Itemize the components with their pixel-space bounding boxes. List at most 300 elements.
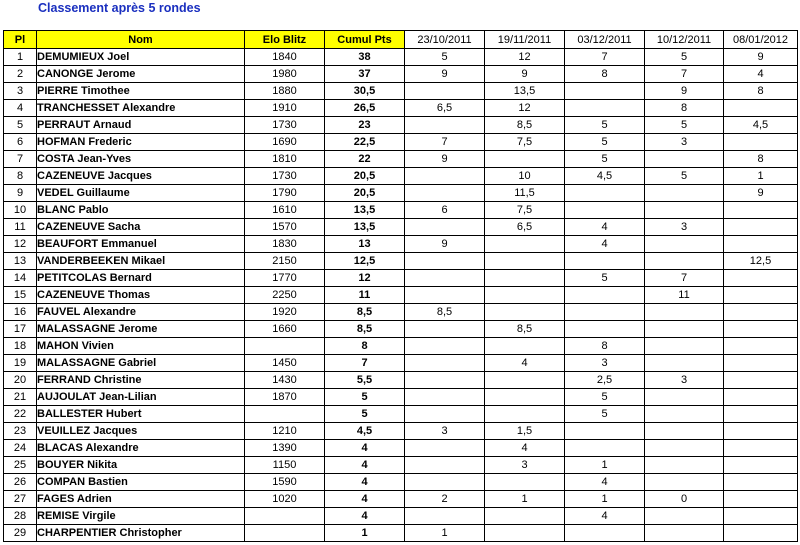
cell-total-points: 4 (325, 474, 405, 491)
table-row (4, 83, 798, 100)
cell-elo (245, 338, 325, 355)
cell-round-3 (565, 440, 645, 457)
cell-round-3 (565, 83, 645, 100)
cell-total-points: 4 (325, 491, 405, 508)
cell-round-4 (645, 338, 724, 355)
cell-round-2 (485, 406, 565, 423)
table-row (4, 304, 798, 321)
cell-round-2: 1 (485, 491, 565, 508)
cell-round-2 (485, 525, 565, 542)
cell-round-3: 3 (565, 355, 645, 372)
cell-elo: 1870 (245, 389, 325, 406)
cell-round-2 (485, 270, 565, 287)
cell-round-1 (405, 457, 485, 474)
cell-round-3: 4 (565, 508, 645, 525)
cell-total-points: 7 (325, 355, 405, 372)
cell-round-3: 5 (565, 151, 645, 168)
cell-round-4 (645, 389, 724, 406)
header-round-3: 03/12/2011 (565, 31, 645, 49)
cell-elo: 1150 (245, 457, 325, 474)
cell-rank: 15 (4, 287, 37, 304)
cell-round-4 (645, 406, 724, 423)
cell-round-2: 8,5 (485, 117, 565, 134)
header-round-4: 10/12/2011 (645, 31, 724, 49)
cell-player-name: CAZENEUVE Jacques (37, 168, 245, 185)
cell-rank: 14 (4, 270, 37, 287)
cell-player-name: COMPAN Bastien (37, 474, 245, 491)
cell-total-points: 5,5 (325, 372, 405, 389)
cell-rank: 1 (4, 49, 37, 66)
cell-round-2: 8,5 (485, 321, 565, 338)
cell-round-2: 4 (485, 440, 565, 457)
header-elo-blitz: Elo Blitz (245, 31, 325, 49)
cell-rank: 27 (4, 491, 37, 508)
cell-round-5: 12,5 (724, 253, 798, 270)
cell-round-4 (645, 151, 724, 168)
cell-rank: 8 (4, 168, 37, 185)
table-row (4, 372, 798, 389)
cell-round-1 (405, 321, 485, 338)
cell-round-1 (405, 508, 485, 525)
cell-round-4: 11 (645, 287, 724, 304)
cell-total-points: 8,5 (325, 304, 405, 321)
cell-elo: 1910 (245, 100, 325, 117)
cell-round-5 (724, 100, 798, 117)
cell-round-5 (724, 134, 798, 151)
cell-round-1 (405, 372, 485, 389)
cell-round-5 (724, 236, 798, 253)
cell-rank: 11 (4, 219, 37, 236)
table-row (4, 66, 798, 83)
table-row (4, 525, 798, 542)
cell-round-4 (645, 440, 724, 457)
cell-round-1 (405, 474, 485, 491)
standings-table (3, 30, 798, 542)
cell-round-1 (405, 440, 485, 457)
cell-total-points: 22 (325, 151, 405, 168)
cell-round-4: 8 (645, 100, 724, 117)
table-header-row (4, 31, 798, 49)
cell-elo (245, 406, 325, 423)
cell-round-5: 8 (724, 151, 798, 168)
cell-round-3: 4 (565, 474, 645, 491)
cell-total-points: 38 (325, 49, 405, 66)
cell-player-name: FERRAND Christine (37, 372, 245, 389)
cell-player-name: FAGES Adrien (37, 491, 245, 508)
cell-total-points: 12,5 (325, 253, 405, 270)
cell-rank: 26 (4, 474, 37, 491)
table-row (4, 287, 798, 304)
cell-total-points: 8,5 (325, 321, 405, 338)
cell-rank: 20 (4, 372, 37, 389)
cell-player-name: BLANC Pablo (37, 202, 245, 219)
cell-round-3: 5 (565, 117, 645, 134)
cell-player-name: BLACAS Alexandre (37, 440, 245, 457)
cell-round-4 (645, 185, 724, 202)
cell-round-5 (724, 491, 798, 508)
cell-rank: 5 (4, 117, 37, 134)
cell-elo: 1920 (245, 304, 325, 321)
cell-round-1: 9 (405, 66, 485, 83)
cell-player-name: PETITCOLAS Bernard (37, 270, 245, 287)
cell-round-2 (485, 287, 565, 304)
cell-player-name: CANONGE Jerome (37, 66, 245, 83)
cell-round-3 (565, 423, 645, 440)
cell-player-name: BEAUFORT Emmanuel (37, 236, 245, 253)
cell-round-5: 9 (724, 185, 798, 202)
cell-round-4 (645, 355, 724, 372)
cell-total-points: 23 (325, 117, 405, 134)
cell-elo: 2250 (245, 287, 325, 304)
header-cumul-pts: Cumul Pts (325, 31, 405, 49)
cell-round-3 (565, 525, 645, 542)
cell-total-points: 4,5 (325, 423, 405, 440)
cell-total-points: 5 (325, 389, 405, 406)
cell-round-5 (724, 440, 798, 457)
cell-round-1: 6,5 (405, 100, 485, 117)
cell-rank: 4 (4, 100, 37, 117)
cell-rank: 23 (4, 423, 37, 440)
cell-round-3: 2,5 (565, 372, 645, 389)
cell-player-name: MALASSAGNE Gabriel (37, 355, 245, 372)
cell-round-2 (485, 253, 565, 270)
cell-round-4: 3 (645, 134, 724, 151)
cell-rank: 19 (4, 355, 37, 372)
cell-elo: 1020 (245, 491, 325, 508)
cell-round-4 (645, 304, 724, 321)
cell-player-name: AUJOULAT Jean-Lilian (37, 389, 245, 406)
cell-elo: 1610 (245, 202, 325, 219)
cell-round-3 (565, 304, 645, 321)
cell-player-name: PIERRE Timothee (37, 83, 245, 100)
cell-elo: 1660 (245, 321, 325, 338)
table-row (4, 491, 798, 508)
cell-round-2: 10 (485, 168, 565, 185)
cell-rank: 17 (4, 321, 37, 338)
table-row (4, 219, 798, 236)
cell-round-2 (485, 372, 565, 389)
table-row (4, 457, 798, 474)
table-row (4, 508, 798, 525)
cell-total-points: 4 (325, 457, 405, 474)
table-row (4, 202, 798, 219)
cell-player-name: TRANCHESSET Alexandre (37, 100, 245, 117)
cell-round-3: 4 (565, 219, 645, 236)
cell-rank: 7 (4, 151, 37, 168)
cell-round-5 (724, 389, 798, 406)
cell-player-name: PERRAUT Arnaud (37, 117, 245, 134)
cell-rank: 22 (4, 406, 37, 423)
cell-round-5: 4 (724, 66, 798, 83)
cell-round-2: 1,5 (485, 423, 565, 440)
cell-round-3: 4,5 (565, 168, 645, 185)
cell-round-4 (645, 457, 724, 474)
cell-player-name: MAHON Vivien (37, 338, 245, 355)
cell-rank: 29 (4, 525, 37, 542)
cell-total-points: 5 (325, 406, 405, 423)
cell-round-3 (565, 100, 645, 117)
cell-round-2 (485, 236, 565, 253)
cell-round-3 (565, 321, 645, 338)
cell-total-points: 8 (325, 338, 405, 355)
cell-total-points: 37 (325, 66, 405, 83)
cell-total-points: 13,5 (325, 219, 405, 236)
table-row (4, 117, 798, 134)
cell-player-name: MALASSAGNE Jerome (37, 321, 245, 338)
cell-round-3 (565, 185, 645, 202)
cell-total-points: 11 (325, 287, 405, 304)
cell-rank: 12 (4, 236, 37, 253)
cell-round-1 (405, 287, 485, 304)
cell-total-points: 13 (325, 236, 405, 253)
cell-elo: 1810 (245, 151, 325, 168)
cell-round-1 (405, 253, 485, 270)
cell-round-4: 5 (645, 117, 724, 134)
cell-elo: 1830 (245, 236, 325, 253)
cell-round-3: 5 (565, 134, 645, 151)
cell-round-1 (405, 185, 485, 202)
cell-round-1: 9 (405, 151, 485, 168)
cell-player-name: REMISE Virgile (37, 508, 245, 525)
cell-player-name: BALLESTER Hubert (37, 406, 245, 423)
cell-player-name: CAZENEUVE Thomas (37, 287, 245, 304)
cell-round-5 (724, 321, 798, 338)
cell-round-3: 8 (565, 66, 645, 83)
cell-round-1: 6 (405, 202, 485, 219)
cell-round-4: 7 (645, 270, 724, 287)
cell-round-3: 4 (565, 236, 645, 253)
cell-round-2 (485, 151, 565, 168)
cell-total-points: 4 (325, 508, 405, 525)
cell-round-4 (645, 508, 724, 525)
table-row (4, 49, 798, 66)
cell-round-2 (485, 338, 565, 355)
table-row (4, 321, 798, 338)
table-row (4, 151, 798, 168)
cell-rank: 10 (4, 202, 37, 219)
cell-round-5 (724, 202, 798, 219)
cell-round-5 (724, 423, 798, 440)
cell-rank: 13 (4, 253, 37, 270)
cell-round-4 (645, 474, 724, 491)
cell-elo: 1430 (245, 372, 325, 389)
cell-round-3 (565, 287, 645, 304)
cell-round-1 (405, 83, 485, 100)
cell-round-5 (724, 525, 798, 542)
cell-round-3: 1 (565, 491, 645, 508)
cell-round-4 (645, 525, 724, 542)
cell-round-5 (724, 508, 798, 525)
cell-total-points: 4 (325, 440, 405, 457)
cell-elo: 2150 (245, 253, 325, 270)
cell-rank: 6 (4, 134, 37, 151)
cell-round-1: 5 (405, 49, 485, 66)
cell-player-name: VANDERBEEKEN Mikael (37, 253, 245, 270)
table-row (4, 389, 798, 406)
cell-elo: 1590 (245, 474, 325, 491)
cell-round-2: 3 (485, 457, 565, 474)
cell-round-1: 7 (405, 134, 485, 151)
cell-round-5 (724, 372, 798, 389)
cell-round-4 (645, 236, 724, 253)
cell-round-5 (724, 219, 798, 236)
cell-round-2 (485, 474, 565, 491)
cell-rank: 18 (4, 338, 37, 355)
cell-total-points: 20,5 (325, 185, 405, 202)
cell-elo (245, 525, 325, 542)
cell-rank: 16 (4, 304, 37, 321)
cell-total-points: 12 (325, 270, 405, 287)
cell-round-4: 7 (645, 66, 724, 83)
cell-round-2: 12 (485, 100, 565, 117)
header-round-5: 08/01/2012 (724, 31, 798, 49)
header-round-2: 19/11/2011 (485, 31, 565, 49)
cell-round-4: 9 (645, 83, 724, 100)
cell-elo: 1980 (245, 66, 325, 83)
cell-total-points: 1 (325, 525, 405, 542)
cell-round-5 (724, 304, 798, 321)
cell-round-5 (724, 457, 798, 474)
cell-round-2 (485, 389, 565, 406)
cell-round-5: 4,5 (724, 117, 798, 134)
table-row (4, 100, 798, 117)
cell-round-3: 1 (565, 457, 645, 474)
cell-elo: 1450 (245, 355, 325, 372)
cell-round-1 (405, 219, 485, 236)
header-round-1: 23/10/2011 (405, 31, 485, 49)
cell-round-5 (724, 406, 798, 423)
table-row (4, 270, 798, 287)
cell-player-name: CAZENEUVE Sacha (37, 219, 245, 236)
cell-round-1 (405, 355, 485, 372)
cell-round-2: 7,5 (485, 134, 565, 151)
cell-rank: 25 (4, 457, 37, 474)
cell-round-4: 5 (645, 168, 724, 185)
cell-round-4: 3 (645, 219, 724, 236)
cell-round-1 (405, 270, 485, 287)
cell-total-points: 20,5 (325, 168, 405, 185)
cell-round-1: 9 (405, 236, 485, 253)
cell-player-name: HOFMAN Frederic (37, 134, 245, 151)
cell-round-2 (485, 508, 565, 525)
cell-elo: 1840 (245, 49, 325, 66)
table-row (4, 134, 798, 151)
cell-round-2: 11,5 (485, 185, 565, 202)
cell-round-5 (724, 355, 798, 372)
cell-round-1: 2 (405, 491, 485, 508)
cell-round-2 (485, 304, 565, 321)
cell-round-5 (724, 287, 798, 304)
cell-rank: 24 (4, 440, 37, 457)
table-row (4, 236, 798, 253)
cell-round-4: 0 (645, 491, 724, 508)
cell-round-3 (565, 253, 645, 270)
cell-round-3: 5 (565, 270, 645, 287)
cell-rank: 28 (4, 508, 37, 525)
cell-total-points: 30,5 (325, 83, 405, 100)
cell-round-1 (405, 338, 485, 355)
cell-round-4 (645, 321, 724, 338)
cell-total-points: 22,5 (325, 134, 405, 151)
cell-round-4 (645, 423, 724, 440)
cell-player-name: DEMUMIEUX Joel (37, 49, 245, 66)
cell-round-2: 9 (485, 66, 565, 83)
cell-round-1: 1 (405, 525, 485, 542)
header-nom: Nom (37, 31, 245, 49)
table-row (4, 338, 798, 355)
cell-elo: 1730 (245, 168, 325, 185)
cell-round-3 (565, 202, 645, 219)
table-row (4, 168, 798, 185)
cell-rank: 9 (4, 185, 37, 202)
header-pl: Pl (4, 31, 37, 49)
cell-round-1 (405, 117, 485, 134)
cell-player-name: CHARPENTIER Christopher (37, 525, 245, 542)
cell-round-1: 3 (405, 423, 485, 440)
cell-round-3: 5 (565, 389, 645, 406)
cell-round-2: 7,5 (485, 202, 565, 219)
table-row (4, 423, 798, 440)
cell-player-name: VEDEL Guillaume (37, 185, 245, 202)
cell-round-4 (645, 202, 724, 219)
cell-round-3: 8 (565, 338, 645, 355)
table-row (4, 474, 798, 491)
cell-round-3: 5 (565, 406, 645, 423)
cell-round-5: 1 (724, 168, 798, 185)
cell-round-4 (645, 253, 724, 270)
cell-elo: 1390 (245, 440, 325, 457)
cell-elo (245, 508, 325, 525)
cell-round-2: 4 (485, 355, 565, 372)
cell-round-5: 9 (724, 49, 798, 66)
cell-player-name: FAUVEL Alexandre (37, 304, 245, 321)
cell-elo: 1730 (245, 117, 325, 134)
cell-elo: 1690 (245, 134, 325, 151)
cell-round-1 (405, 168, 485, 185)
cell-round-2: 13,5 (485, 83, 565, 100)
cell-round-5 (724, 474, 798, 491)
cell-player-name: VEUILLEZ Jacques (37, 423, 245, 440)
cell-rank: 21 (4, 389, 37, 406)
cell-elo: 1790 (245, 185, 325, 202)
cell-elo: 1570 (245, 219, 325, 236)
cell-player-name: COSTA Jean-Yves (37, 151, 245, 168)
cell-elo: 1880 (245, 83, 325, 100)
page-title: Classement après 5 rondes (38, 1, 201, 15)
table-row (4, 406, 798, 423)
cell-rank: 3 (4, 83, 37, 100)
cell-round-2: 12 (485, 49, 565, 66)
table-row (4, 253, 798, 270)
cell-total-points: 26,5 (325, 100, 405, 117)
cell-round-5: 8 (724, 83, 798, 100)
cell-round-1 (405, 406, 485, 423)
cell-round-3: 7 (565, 49, 645, 66)
cell-total-points: 13,5 (325, 202, 405, 219)
cell-round-4: 3 (645, 372, 724, 389)
table-row (4, 185, 798, 202)
cell-player-name: BOUYER Nikita (37, 457, 245, 474)
table-row (4, 355, 798, 372)
cell-round-5 (724, 270, 798, 287)
cell-round-4: 5 (645, 49, 724, 66)
cell-round-2: 6,5 (485, 219, 565, 236)
cell-round-1 (405, 389, 485, 406)
cell-elo: 1770 (245, 270, 325, 287)
table-body (4, 49, 798, 542)
cell-round-5 (724, 338, 798, 355)
cell-round-1: 8,5 (405, 304, 485, 321)
